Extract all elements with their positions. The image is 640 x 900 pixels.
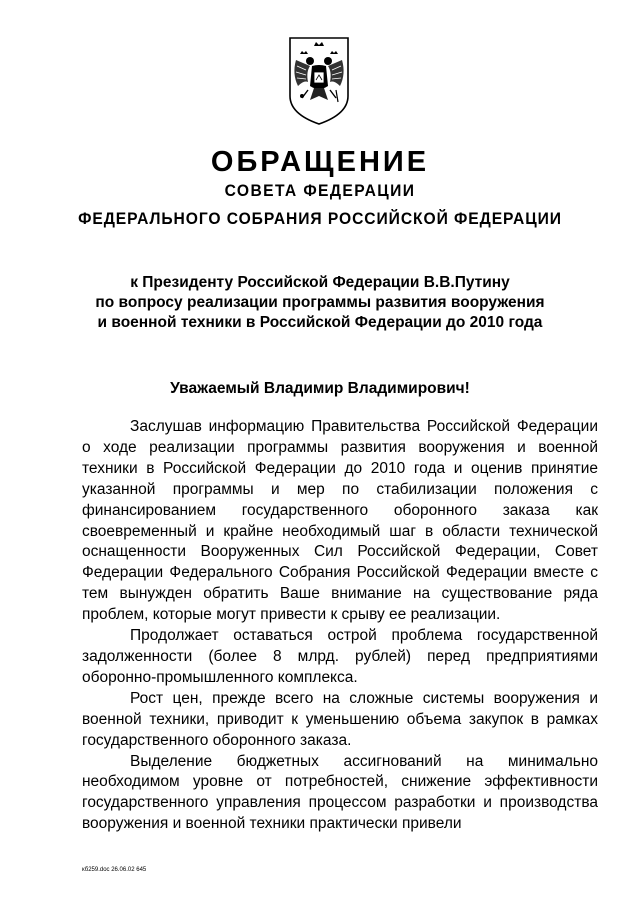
paragraph: Заслушав информацию Правительства Российской Федерации о ходе реализации программы развития вооружения и военной техники в Российской Федерации до 2010 года и оценив принятие указанной программы и мер по стабилизации положения с финансированием государственного оборонного заказа как своевременный и крайне необходимый шаг в области технической оснащенности Вооруженных Сил Российской Федерации, Совет Федерации Федерального Собрания Российской Федерации вместе с тем вынужден обратить Ваше внимание на существование ряда проблем, которые могут привести к срыву ее реализации. (82, 418, 598, 624)
addressee-line-2: по вопросу реализации программы развития вооружения (95, 294, 545, 311)
addressee-line-3: и военной техники в Российской Федерации до 2010 года (97, 314, 543, 331)
body-text (82, 417, 598, 835)
russian-coat-of-arms-icon (286, 34, 352, 128)
addressee-line-1: к Президенту Российской Федерации В.В.Путину (130, 274, 510, 291)
issuer-line-1: СОВЕТА ФЕДЕРАЦИИ (224, 181, 416, 200)
paragraph: Продолжает оставаться острой проблема государственной задолженности (более 8 млрд. рублей) перед предприятиями оборонно-промышленного комплекса. (82, 627, 598, 686)
paragraph: Рост цен, прежде всего на сложные системы вооружения и военной техники, приводит к уменьшению объема закупок в рамках государственного оборонного заказа. (82, 689, 598, 749)
document-title: ОБРАЩЕНИЕ (210, 146, 430, 178)
salutation: Уважаемый Владимир Владимирович! (170, 380, 470, 397)
paragraph: Выделение бюджетных ассигнований на минимально необходимом уровне от потребностей, снижение эффективности государственного управления процессом разработки и производства вооружения и военной техники практически привели (82, 752, 598, 833)
issuer-line-2: ФЕДЕРАЛЬНОГО СОБРАНИЯ РОССИЙСКОЙ ФЕДЕРАЦИИ (78, 209, 562, 228)
footer-file-reference: кб259.doc 26.06.02 645 (82, 867, 147, 873)
